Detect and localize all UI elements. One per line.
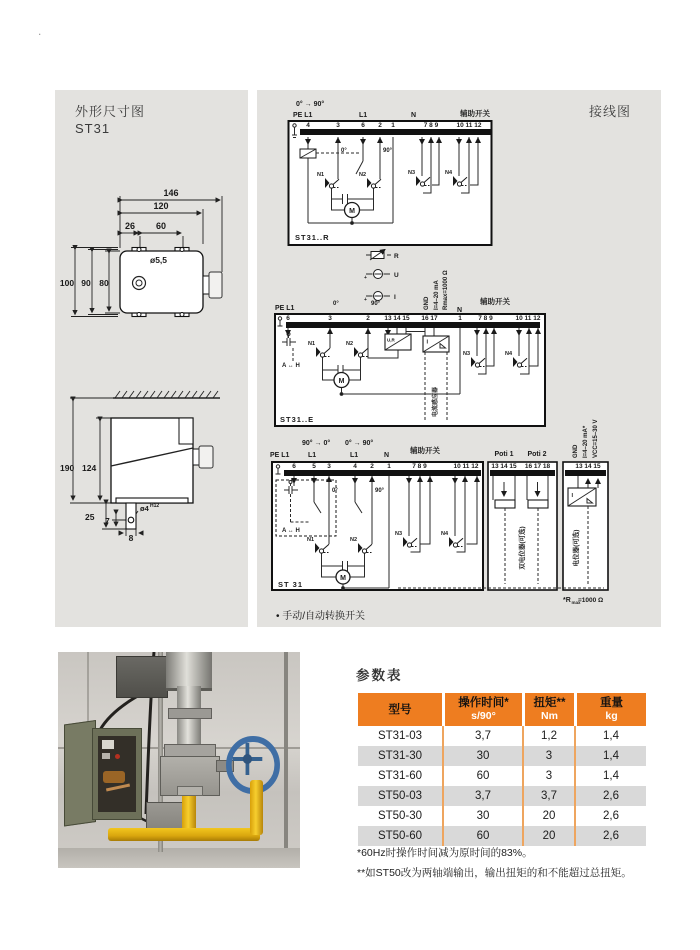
cell-weight: 2,6 [574, 806, 646, 826]
d1-switch-n3: N3 [407, 170, 415, 176]
cell-torque: 3 [522, 746, 574, 766]
dim-80: 80 [99, 278, 109, 288]
parameter-table [358, 693, 646, 846]
yellow-riser-center [182, 792, 196, 830]
top-view-drawing [58, 178, 248, 346]
d3-poti1-label: Poti 1 [494, 451, 514, 458]
d2-box-ur-label: U,R [387, 337, 395, 343]
d1-switch-n4: N4 [444, 170, 452, 176]
wiring-title: 接线图 [589, 104, 632, 119]
d3-terminals-789: 7 8 9 [412, 463, 427, 470]
d3-range-open: 0° → 90° [345, 440, 374, 447]
d2-terminals-101112: 10 11 12 [515, 315, 541, 322]
d2-option-i: I [394, 294, 396, 301]
dim-100: 100 [59, 278, 75, 288]
pipe-flange-disc [177, 786, 203, 796]
cell-model: ST50-60 [377, 830, 423, 842]
d2-terminal-2: 2 [366, 315, 370, 322]
cell-weight: 1,4 [574, 766, 646, 786]
d2-terminal-6: 6 [286, 315, 290, 322]
d3-terminal-5: 5 [312, 463, 316, 470]
d3-poti-terminal-bar [490, 470, 555, 476]
d3-label: ST 31 [278, 580, 304, 589]
d1-n-label: N [411, 112, 417, 119]
d2-plus-u: + [364, 275, 367, 281]
d3-poti2-terminals: 16 17 18 [524, 463, 551, 470]
dimensions-title-line1: 外形尺寸图 [75, 104, 146, 119]
d3-n-label: N [384, 452, 390, 459]
d1-terminals-101112: 10 11 12 [456, 122, 482, 129]
d3-l1b-label: L1 [350, 452, 359, 459]
page-speck: . [38, 24, 42, 38]
d3-gnd-label: GND [573, 444, 579, 458]
cabinet-relay [102, 753, 110, 759]
installation-photo [58, 652, 300, 868]
table-header-row [358, 693, 646, 726]
col-header-time-label: 操作时间* [458, 697, 509, 709]
cabinet-interior [98, 736, 136, 812]
d3-poti-frame [488, 462, 557, 590]
d3-angle-0: 0° [332, 488, 338, 494]
table-row [358, 746, 646, 766]
cell-model: ST50-30 [377, 810, 423, 822]
manual-auto-note: • 手动/自动转换开关 [276, 611, 366, 622]
d3-pe-label: PE L1 [270, 452, 290, 459]
cabinet-body [92, 728, 142, 820]
dim-90: 90 [81, 278, 91, 288]
cell-time: 60 [442, 766, 522, 786]
d1-l1-label: L1 [359, 112, 368, 119]
d3-dual-poti-label: 双电位器(可选) [519, 526, 526, 570]
d1-terminal-1: 1 [391, 122, 395, 129]
d2-switch-n2: N2 [345, 341, 353, 347]
cell-torque: 3 [522, 766, 574, 786]
dim-25: 25 [85, 512, 95, 522]
d1-label: ST31..R [295, 233, 330, 242]
d2-terminal-1: 1 [458, 315, 462, 322]
d3-motor-label: M [340, 575, 346, 582]
d3-current-label: I=4–20 mA* [583, 425, 589, 458]
d2-manual-auto: A ↔ H [282, 363, 300, 369]
dim-7: 7 [105, 516, 110, 526]
d3-l1a-label: L1 [308, 452, 317, 459]
d2-terminals-1617: 16 17 [421, 315, 438, 322]
dim-8: 8 [128, 533, 134, 543]
table-row [358, 826, 646, 846]
top-view-body [120, 248, 222, 317]
d2-angle-0: 0° [333, 301, 339, 307]
d3-terminal-4: 4 [353, 463, 357, 470]
d2-pe-label: PE L1 [275, 305, 295, 312]
col-header-model [358, 693, 442, 726]
d3-poti2-label: Poti 2 [527, 451, 547, 458]
d3-aux-label: 辅助开关 [410, 446, 440, 455]
d1-angle-90: 90° [383, 148, 393, 154]
col-header-torque [522, 693, 574, 726]
cell-torque: 3,7 [522, 786, 574, 806]
cabinet-wires [106, 784, 130, 792]
dim-190: 190 [60, 463, 75, 473]
dim-26: 26 [124, 221, 136, 231]
cell-time: 3,7 [442, 726, 522, 746]
d1-motor-label: M [349, 208, 355, 215]
d3-switch-n4: N4 [440, 531, 448, 537]
d3-terminal-6: 6 [292, 463, 296, 470]
d1-terminal-3: 3 [336, 122, 340, 129]
cell-time: 30 [442, 806, 522, 826]
d3-vcc-label: VCC=15–30 V [593, 419, 599, 458]
cell-weight: 1,4 [574, 726, 646, 746]
cell-time: 30 [442, 746, 522, 766]
dimensions-model: ST31 [75, 121, 111, 136]
d3-switch-n3: N3 [394, 531, 402, 537]
d2-box-i-label: I [426, 339, 429, 346]
dim-hole: ø5,5 [150, 255, 168, 265]
d2-current-label: I=4–20 mA [434, 280, 440, 310]
cell-model: ST50-03 [377, 790, 423, 802]
footnote-2: **如ST50改为两轴端输出，输出扭矩的和不能超过总扭矩。 [357, 867, 632, 879]
d2-switch-n3: N3 [462, 351, 470, 357]
d3-switch-n2: N2 [349, 537, 357, 543]
dim-146: 146 [163, 188, 179, 198]
cell-weight: 2,6 [574, 786, 646, 806]
col-header-time-unit: s/90° [471, 710, 496, 722]
d2-terminals-789: 7 8 9 [478, 315, 493, 322]
d3-ibox-label: I [571, 493, 574, 499]
cabinet-display [102, 740, 114, 749]
d2-option-u: U [394, 272, 399, 279]
d3-rmax-sub: max [571, 600, 581, 605]
junction-box [116, 656, 168, 698]
d3-transmitter-terminal-bar [565, 470, 606, 476]
d2-rmax-label: Rmax=1000 Ω [443, 270, 449, 310]
cell-time: 60 [442, 826, 522, 846]
d1-terminal-2: 2 [378, 122, 382, 129]
col-header-model-label: 型号 [388, 703, 412, 716]
d1-switch-n2: N2 [358, 172, 366, 178]
d3-terminal-3: 3 [327, 463, 331, 470]
cell-torque: 1,2 [522, 726, 574, 746]
dim-120: 120 [153, 201, 169, 211]
col-header-time [442, 693, 522, 726]
dimensions-title [75, 103, 145, 137]
cell-torque: 20 [522, 806, 574, 826]
cell-model: ST31-60 [377, 770, 423, 782]
cell-weight: 1,4 [574, 746, 646, 766]
d1-terminal-6: 6 [361, 122, 365, 129]
col-header-torque-unit: Nm [541, 710, 558, 722]
d1-terminal-bar [300, 129, 491, 135]
d1-switch-n1: N1 [316, 172, 324, 178]
shaft-hole [128, 517, 134, 523]
d3-angle-90: 90° [375, 488, 385, 494]
d3-terminal-bar [284, 470, 481, 476]
d2-gnd-label: GND [424, 296, 430, 310]
d2-terminal-bar [286, 322, 540, 328]
d2-switch-n4: N4 [504, 351, 512, 357]
table-row [358, 806, 646, 826]
d2-angle-90: 90° [371, 301, 381, 307]
d2-aux-label: 辅助开关 [480, 297, 510, 306]
d1-terminal-4: 4 [306, 122, 310, 129]
d3-single-poti-label: 电位器(可选) [573, 529, 580, 567]
d3-terminals-101112: 10 11 12 [453, 463, 479, 470]
yellow-pipe-horizontal [108, 828, 260, 841]
d1-terminals-789: 7 8 9 [423, 122, 439, 129]
cabinet-coil [103, 771, 125, 783]
hatching [115, 391, 218, 398]
cell-model: ST31-03 [377, 730, 423, 742]
d3-terminal-2: 2 [370, 463, 374, 470]
d3-poti1-terminals: 13 14 15 [491, 463, 517, 470]
dim-shaft-tol: H12 [150, 503, 160, 509]
d3-frame [272, 462, 483, 590]
d2-option-r: R [394, 253, 399, 260]
footnote-1: *60Hz时操作时间减为原时间的83%。 [357, 847, 533, 859]
dim-shaft-dia: ø4 [140, 504, 149, 513]
d3-transmitter-terminals: 13 14 15 [575, 463, 601, 470]
d1-range-label: 0° → 90° [296, 101, 325, 108]
flange-upper [168, 708, 212, 719]
cell-model: ST31-30 [377, 750, 423, 762]
d2-label: ST31..E [280, 415, 315, 424]
wiring-diagram-st31r [285, 93, 495, 250]
d3-range-close: 90° → 0° [302, 440, 331, 447]
d2-option-symbols [366, 250, 391, 301]
col-header-weight-unit: kg [605, 710, 618, 722]
d3-switch-n1: N1 [306, 537, 314, 543]
cabinet-led [115, 754, 120, 759]
table-row [358, 766, 646, 786]
d3-terminal-1: 1 [387, 463, 391, 470]
d1-angle-0: 0° [341, 148, 347, 154]
d2-plus-i: + [364, 297, 367, 303]
d2-sensor-label: 电流感应器 [433, 386, 439, 417]
side-view-drawing [58, 376, 248, 562]
handwheel-hub [243, 754, 252, 764]
cell-torque: 20 [522, 826, 574, 846]
d2-n-label: N [457, 307, 463, 314]
cell-weight: 2,6 [574, 826, 646, 846]
d2-switch-n1: N1 [307, 341, 315, 347]
col-header-torque-label: 扭矩** [533, 697, 566, 709]
side-view-body [111, 391, 220, 529]
cell-time: 3,7 [442, 786, 522, 806]
d3-rmax-val: =1000 Ω [578, 597, 604, 604]
table-title: 参数表 [356, 668, 403, 683]
d1-aux-label: 辅助开关 [460, 109, 490, 118]
dim-60: 60 [155, 221, 167, 231]
table-row [358, 786, 646, 806]
d2-terminal-3: 3 [328, 315, 332, 322]
d3-transmitter-frame [563, 462, 608, 590]
table-row [358, 726, 646, 746]
d2-terminals-131415: 13 14 15 [384, 315, 410, 322]
yellow-riser-right [250, 780, 263, 835]
d3-manual-auto: A ↔ H [282, 528, 300, 534]
d2-motor-label: M [338, 378, 345, 385]
dim-124: 124 [82, 463, 97, 473]
col-header-weight [574, 693, 646, 726]
d3-rmax-pre: *R [563, 597, 571, 604]
col-header-weight-label: 重量 [600, 697, 623, 709]
wiring-diagram-st31 [258, 396, 660, 626]
d1-pe-label: PE L1 [293, 112, 313, 119]
